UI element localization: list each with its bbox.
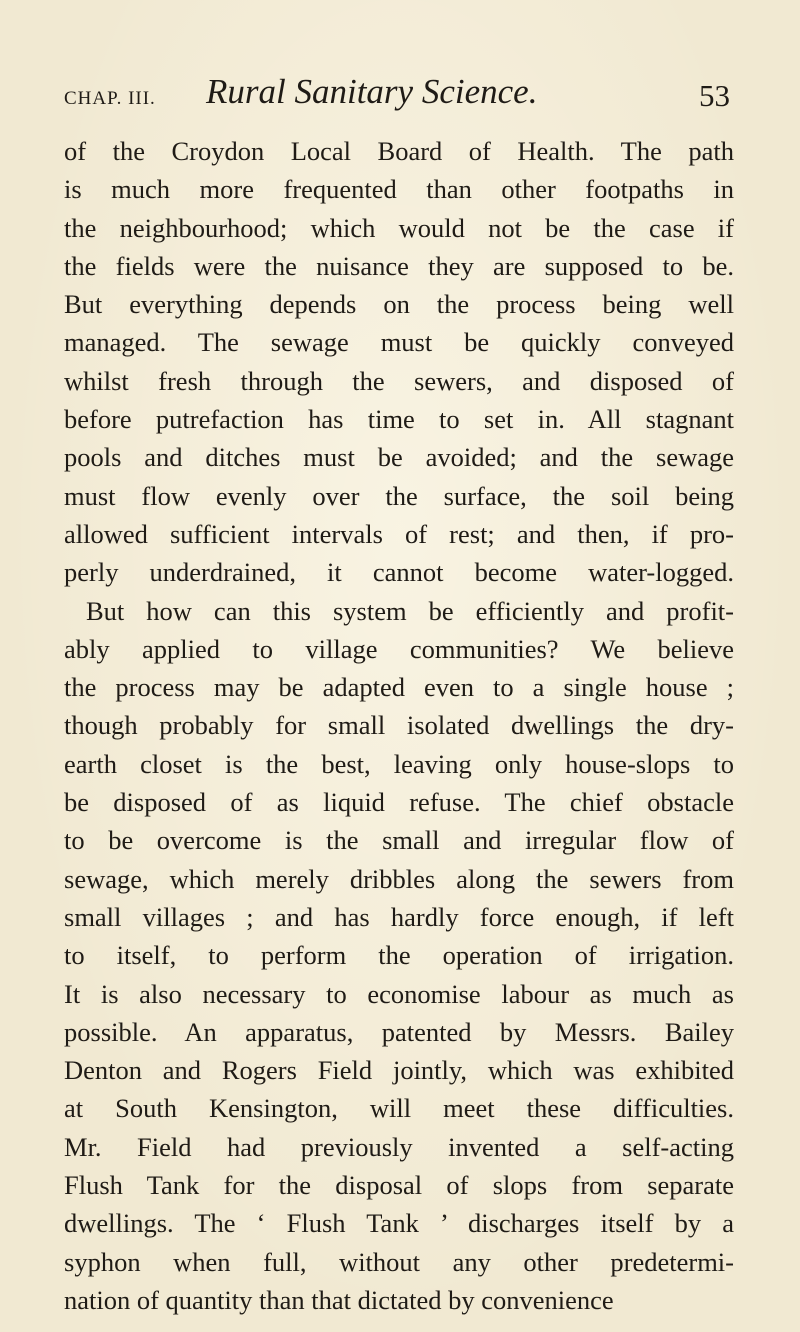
text-line: whilst fresh through the sewers, and disposed of [64, 365, 734, 396]
text-line: the fields were the nuisance they are supposed to be. [64, 250, 734, 281]
text-line: Flush Tank for the disposal of slops from separate [64, 1170, 734, 1201]
text-line: allowed sufficient intervals of rest; and then, if pro- [64, 518, 734, 549]
text-line: It is also necessary to economise labour as much as [64, 978, 734, 1009]
text-line: small villages ; and has hardly force enough, if left [64, 901, 734, 932]
text-line: the process may be adapted even to a single house ; [64, 672, 734, 703]
text-line: dwellings. The ‘ Flush Tank ’ discharges itself by a [64, 1208, 734, 1239]
text-line: syphon when full, without any other predetermi- [64, 1246, 734, 1277]
text-line: is much more frequented than other footpaths in [64, 174, 734, 205]
body-text [64, 132, 734, 1319]
text-line: must flow evenly over the surface, the soil being [64, 480, 734, 511]
text-line: Mr. Field had previously invented a self-acting [64, 1131, 734, 1162]
text-line: But everything depends on the process being well [64, 289, 734, 320]
text-line: possible. An apparatus, patented by Messrs. Bailey [64, 1016, 734, 1047]
text-line: managed. The sewage must be quickly conveyed [64, 327, 734, 358]
running-head [64, 72, 730, 122]
text-line: sewage, which merely dribbles along the sewers from [64, 863, 734, 894]
page-number: 53 [699, 78, 730, 113]
text-line: earth closet is the best, leaving only house-slops to [64, 748, 734, 779]
text-line: perly underdrained, it cannot become water-logged. [64, 557, 734, 588]
text-line: nation of quantity than that dictated by convenience [64, 1284, 614, 1315]
text-line: to itself, to perform the operation of irrigation. [64, 940, 734, 971]
running-title: Rural Sanitary Science. [206, 72, 538, 111]
text-line: the neighbourhood; which would not be the case if [64, 212, 734, 243]
text-line: of the Croydon Local Board of Health. The path [64, 136, 734, 166]
text-line: to be overcome is the small and irregular flow of [64, 825, 734, 856]
text-line: be disposed of as liquid refuse. The chief obstacle [64, 787, 734, 818]
chapter-label: CHAP. III. [64, 88, 156, 109]
text-line: But how can this system be efficiently and profit- [86, 595, 734, 626]
text-line: though probably for small isolated dwellings the dry- [64, 710, 734, 741]
text-line: at South Kensington, will meet these difficulties. [64, 1093, 734, 1124]
text-line: Denton and Rogers Field jointly, which was exhibited [64, 1055, 734, 1086]
text-line: ably applied to village communities? We believe [64, 633, 734, 664]
text-line: before putrefaction has time to set in. All stagnant [64, 404, 734, 435]
text-line: pools and ditches must be avoided; and the sewage [64, 442, 734, 473]
